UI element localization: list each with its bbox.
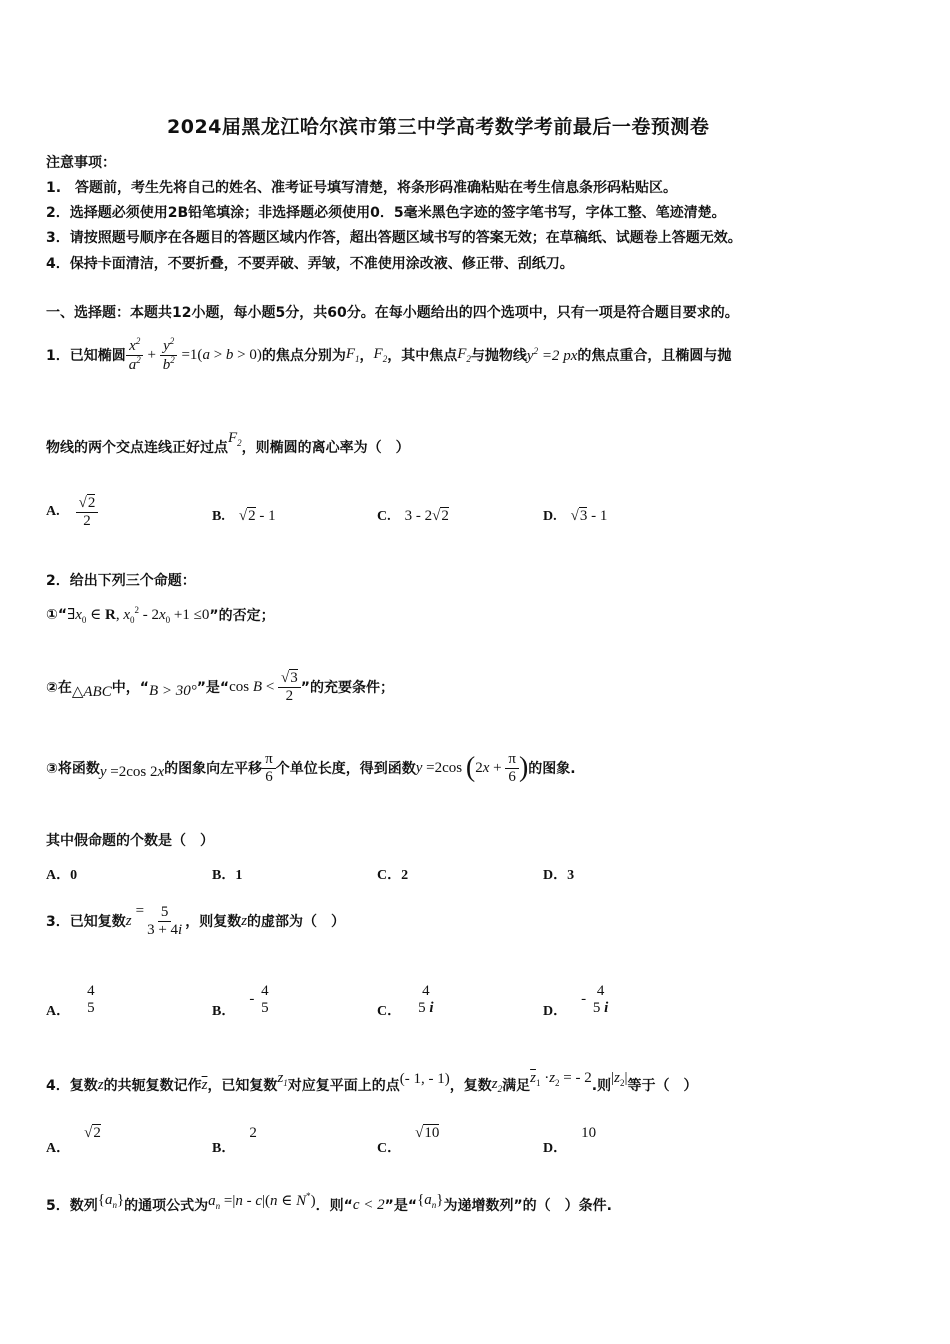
option-a-value: 4 5 [87, 983, 95, 1016]
q4-option-a[interactable]: A． √2 [46, 1125, 101, 1156]
q1-option-a[interactable]: A. $\frac{√2}{2}$ [46, 488, 98, 536]
notice-item: 2．选择题必须使用2B铅笔填涂；非选择题必须使用0．5毫米黑色字迹的签字笔书写，字体工整、笔迹清楚。 [46, 205, 726, 221]
option-b-value: √2 - 1 [238, 508, 276, 524]
option-c-value: 3 - 2√2 [404, 508, 449, 524]
general-term: $a_n =|n - c|(n$ ∈ N*) [208, 1191, 316, 1211]
option-d-value: 10 [581, 1125, 597, 1141]
variable-z: z [125, 912, 132, 929]
q3-option-b[interactable]: B． - 4 5 [212, 983, 269, 1019]
notice-heading: 注意事项： [46, 155, 116, 171]
variable-z1: $z_1$ [277, 1070, 288, 1088]
function-shifted: y =2cos ( 2x + $\frac{\pi}{6}$ ) [415, 751, 529, 785]
triangle-abc: △ABC [71, 683, 112, 700]
q3-option-d[interactable]: D． - 4 5 i [543, 983, 609, 1019]
option-c-value: 4 5 i [418, 983, 434, 1016]
z-definition: = $\frac{5}{3 + 4i}$ [135, 902, 183, 938]
q3-option-c[interactable]: C． 4 5 i [377, 983, 437, 1016]
sequence-an: $\{a_n\}$ [417, 1192, 444, 1210]
shift-amount: $\frac{\pi}{6}$ [262, 751, 276, 785]
section-heading: 一、选择题：本题共12小题，每小题5分，共60分。在每小题给出的四个选项中，只有一项是符合题目要求的。 [46, 305, 739, 321]
option-a-value: √2 [84, 1125, 101, 1141]
variable-z2: $z_2$ [491, 1076, 503, 1094]
q1-line2: 物线的两个交点连线正好过点 [46, 440, 228, 456]
q2-option-a[interactable]: A．0 [46, 868, 78, 883]
variable-z: z [241, 912, 248, 929]
q4-option-d[interactable]: D． 10 [543, 1125, 597, 1156]
q1-text-2: ，其中焦点 [387, 348, 458, 364]
option-b-value: 2 [249, 1125, 257, 1141]
q3-option-a[interactable]: A． 4 5 [46, 983, 98, 1016]
point-f2: $F_2$ [228, 430, 242, 448]
page-title: 2024届黑龙江哈尔滨市第三中学高考数学考前最后一卷预测卷 [167, 116, 710, 138]
ellipse-equation: $\frac{x^2}{a^2}$ + $\frac{y^2}{b^2}$ =1(a > b > 0) [126, 337, 262, 373]
question-4: 4．复数 z 的共轭复数记作 $\overline{z}$ ，已知复数 $z_1$ 对应复平面上的点 (- 1, - 1) ，复数 $z_2$ 满足 $\overline{z}_1 \cdot z_2$ = - 2 .则 $|z_2|$ 等于（ ） [46, 1070, 698, 1094]
angle-condition: B > 30° [148, 682, 197, 699]
q1-option-d[interactable]: D. √3 - 1 [543, 508, 608, 524]
proposition-1-formula: $\exists x_0$ ∈ R, $x_0^2 - 2x_0 +1 \le 0$ [67, 605, 210, 625]
parabola-equation: $y^2 =2$ px [526, 345, 578, 364]
q4-option-b[interactable]: B． 2 [212, 1125, 257, 1156]
notice-item: 4．保持卡面清洁，不要折叠，不要弄破、弄皱，不准使用涂改液、修正带、刮纸刀。 [46, 256, 574, 272]
focus-f2: $F_2$ [457, 346, 471, 364]
focus-f2: $F_2$ [373, 346, 388, 364]
question-2-stem: 2．给出下列三个命题： [46, 573, 196, 589]
option-b-value: - [249, 991, 259, 1007]
option-d-value: √3 - 1 [570, 508, 608, 524]
cos-condition: cos B < $\frac{√3}{2}$ [229, 670, 301, 704]
point-coordinates: (- 1, - 1) [399, 1070, 450, 1087]
q1-option-c[interactable]: C. 3 - 2√2 [377, 508, 449, 524]
variable-z: z [97, 1076, 104, 1093]
option-d-value: - [581, 991, 590, 1007]
q1-text-3: 与抛物线 [470, 348, 527, 364]
q1-line2b: ，则椭圆的离心率为（ ） [241, 440, 410, 456]
q1-text-4: 的焦点重合，且椭圆与抛 [577, 348, 732, 364]
question-1-line1: 1．已知椭圆 $\frac{x^2}{a^2}$ + $\frac{y^2}{b^2}$ =1(a > b > 0) 的焦点分别为 $F_1$ ， $F_2$ ，其中焦点 $F_2$ 与抛物线 $y^2 =2$ px 的焦点重合，且椭圆与抛 [46, 336, 732, 373]
function-original: y =2cos 2x [99, 763, 165, 780]
conjugate-z: $\overline{z}$ [201, 1076, 208, 1093]
q1-option-b[interactable]: B. √2 - 1 [212, 508, 276, 524]
question-1-line2 [46, 430, 410, 464]
option-a-value: $\frac{√2}{2}$ [76, 495, 99, 529]
q2-option-c[interactable]: C．2 [377, 868, 409, 883]
condition-equation: $\overline{z}_1 \cdot z_2$ = - 2 [530, 1070, 592, 1088]
sequence-an: $\{a_n\}$ [97, 1192, 125, 1210]
q1-text-1: 的焦点分别为 [261, 348, 346, 364]
modulus-z2: $|z_2|$ [611, 1070, 628, 1088]
q2-option-b[interactable]: B．1 [212, 868, 243, 883]
q2-proposition-2: ②在 △ABC 中，“ B > 30° ”是“ cos B < $\frac{√3}{2}$ ”的充要条件； [46, 670, 394, 704]
q2-question: 其中假命题的个数是（ ） [46, 833, 214, 849]
q1-prefix: 1．已知椭圆 [46, 348, 126, 364]
focus-f1: $F_1$ [345, 346, 360, 364]
q2-option-d[interactable]: D．3 [543, 868, 575, 883]
notice-item: 1. 答题前，考生先将自己的姓名、准考证号填写清楚，将条形码准确粘贴在考生信息条形码粘贴区。 [46, 180, 678, 196]
q4-option-c[interactable]: C． √10 [377, 1125, 440, 1156]
c-condition: c < 2 [352, 1196, 385, 1213]
q2-proposition-1: ①“ $\exists x_0$ ∈ R, $x_0^2 - 2x_0 +1 \le 0$ ”的否定； [46, 605, 275, 625]
option-c-value: √10 [415, 1125, 440, 1141]
notice-item: 3．请按照题号顺序在各题目的答题区域内作答，超出答题区域书写的答案无效；在草稿纸、试题卷上答题无效。 [46, 230, 742, 246]
question-5: 5．数列 $\{a_n\}$ 的通项公式为 $a_n =|n - c|(n$ ∈ N*) ．则“ c < 2 ”是“ $\{a_n\}$ 为递增数列”的（ ）条件. [46, 1191, 613, 1214]
q2-proposition-3: ③将函数 y =2cos 2x 的图象向左平移 $\frac{\pi}{6}$ 个单位长度，得到函数 y =2cos ( 2x + $\frac{\pi}{6}$ ) 的图象. [46, 751, 576, 785]
question-3: 3．已知复数 z = $\frac{5}{3 + 4i}$ ，则复数 z 的虚部为（ ） [46, 902, 346, 938]
